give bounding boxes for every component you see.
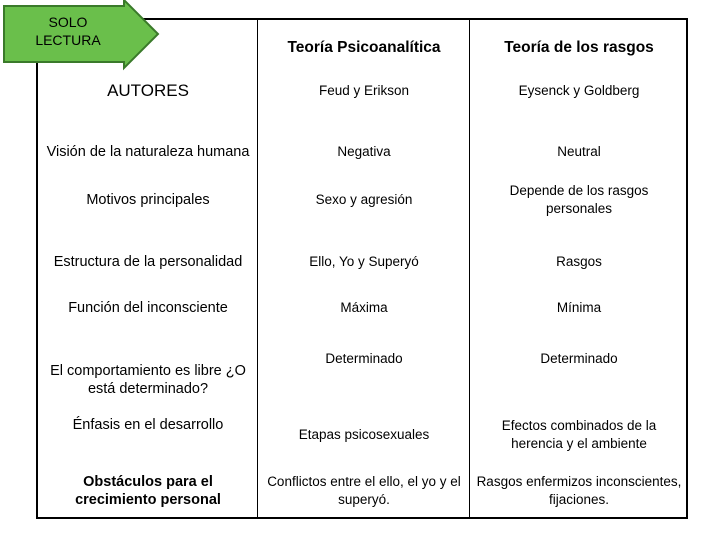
table-row xyxy=(38,410,686,460)
table-row xyxy=(38,466,686,516)
row-value-rasgos: Eysenck y Goldberg xyxy=(518,83,640,98)
badge-line-1: SOLO xyxy=(48,14,88,30)
table-row xyxy=(38,238,686,286)
header-psicoanalitica: Teoría Psicoanalítica xyxy=(287,39,441,56)
row-value-rasgos: Rasgos xyxy=(556,254,602,269)
row-value-psicoanalitica: Negativa xyxy=(337,144,391,159)
row-label: Función del inconsciente xyxy=(68,300,228,316)
row-label: Obstáculos para el crecimiento personal xyxy=(75,474,221,508)
row-label: AUTORES xyxy=(107,81,189,100)
comparison-table xyxy=(36,18,688,519)
table-row xyxy=(38,128,686,176)
row-value-rasgos: Efectos combinados de la herencia y el ambiente xyxy=(501,418,657,451)
row-value-psicoanalitica: Conflictos entre el ello, el yo y el superyó. xyxy=(267,474,461,507)
table-row xyxy=(38,72,686,110)
solo-lectura-badge xyxy=(0,0,160,70)
table-row xyxy=(38,290,686,326)
row-value-rasgos: Depende de los rasgos personales xyxy=(509,183,649,216)
row-label: Visión de la naturaleza humana xyxy=(46,144,250,160)
header-rasgos: Teoría de los rasgos xyxy=(504,39,654,56)
row-value-psicoanalitica: Feud y Erikson xyxy=(318,83,410,98)
row-value-rasgos: Rasgos enfermizos inconscientes, fijaciones. xyxy=(476,474,682,507)
row-value-psicoanalitica: Determinado xyxy=(325,351,403,366)
row-value-rasgos: Mínima xyxy=(556,300,602,315)
badge-line-2: LECTURA xyxy=(35,32,101,48)
row-label: Motivos principales xyxy=(86,192,210,208)
row-value-psicoanalitica: Sexo y agresión xyxy=(315,192,413,207)
row-value-psicoanalitica: Etapas psicosexuales xyxy=(298,427,430,442)
table-row-filler xyxy=(38,190,686,230)
row-value-rasgos: Neutral xyxy=(557,144,601,159)
badge-label xyxy=(22,13,114,49)
row-label: Énfasis en el desarrollo xyxy=(72,417,224,433)
row-label: Estructura de la personalidad xyxy=(53,254,243,270)
row-value-psicoanalitica: Ello, Yo y Superyó xyxy=(309,254,419,269)
row-value-psicoanalitica: Máxima xyxy=(340,300,388,315)
row-value-rasgos: Determinado xyxy=(540,351,618,366)
table-row xyxy=(38,348,686,412)
row-label: El comportamiento es libre ¿O está determinado? xyxy=(50,363,246,397)
